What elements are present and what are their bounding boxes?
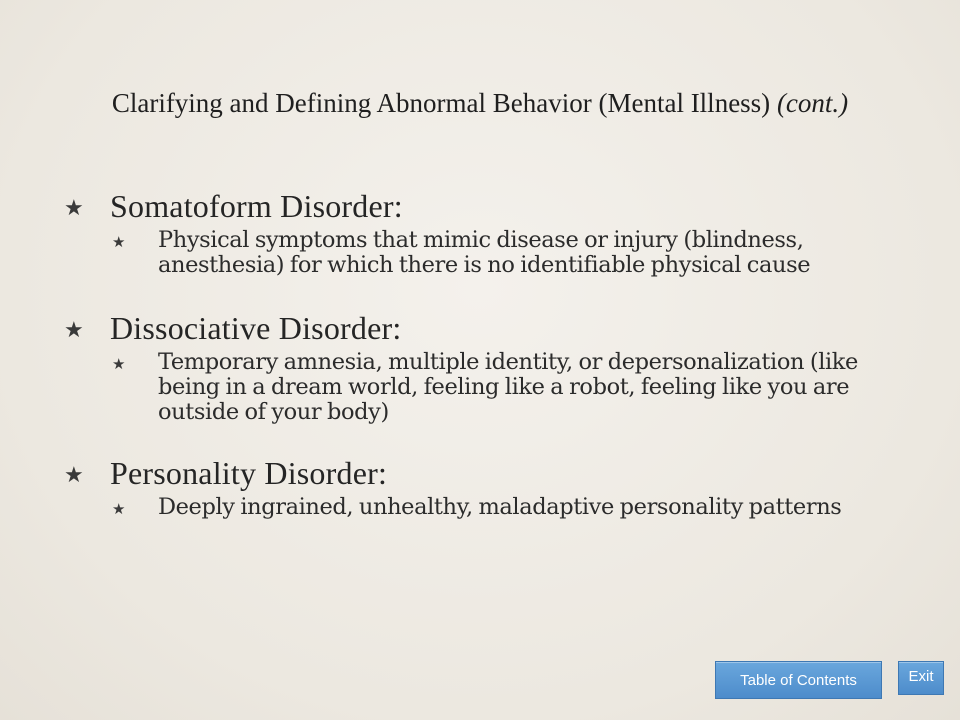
exit-button[interactable]: Exit <box>898 661 944 695</box>
section-heading: Dissociative Disorder: <box>110 310 402 346</box>
star-bullet-icon: ★ <box>64 196 84 221</box>
section-somatoform <box>64 186 924 278</box>
star-bullet-icon: ★ <box>112 355 126 373</box>
bullet-heading-row <box>64 453 924 493</box>
star-bullet-icon: ★ <box>64 463 84 488</box>
section-detail: Deeply ingrained, unhealthy, maladaptive personality patterns <box>158 494 842 520</box>
slide-title-main: Clarifying and Defining Abnormal Behavior (Mental Illness) <box>111 88 771 118</box>
star-bullet-icon: ★ <box>112 233 126 251</box>
sub-bullet-row <box>112 495 924 520</box>
slide-title-suffix: (cont.) <box>776 88 849 118</box>
sub-bullet-row <box>112 228 924 278</box>
sub-bullet-row <box>112 350 924 425</box>
star-bullet-icon: ★ <box>64 318 84 343</box>
slide-title <box>80 84 880 122</box>
bullet-heading-row <box>64 186 924 226</box>
star-bullet-icon: ★ <box>112 500 126 518</box>
bullet-heading-row <box>64 308 924 348</box>
section-dissociative <box>64 308 924 425</box>
bullet-list <box>64 186 924 550</box>
section-heading: Personality Disorder: <box>110 455 388 491</box>
table-of-contents-button[interactable]: Table of Contents <box>715 661 882 699</box>
section-detail: Temporary amnesia, multiple identity, or depersonalization (like being in a dream world, feeling like a robot, feeling like you are outside of your body) <box>158 349 858 425</box>
section-detail: Physical symptoms that mimic disease or injury (blindness, anesthesia) for which there is no identifiable physical cause <box>158 227 811 278</box>
section-personality <box>64 453 924 520</box>
section-heading: Somatoform Disorder: <box>110 188 403 224</box>
